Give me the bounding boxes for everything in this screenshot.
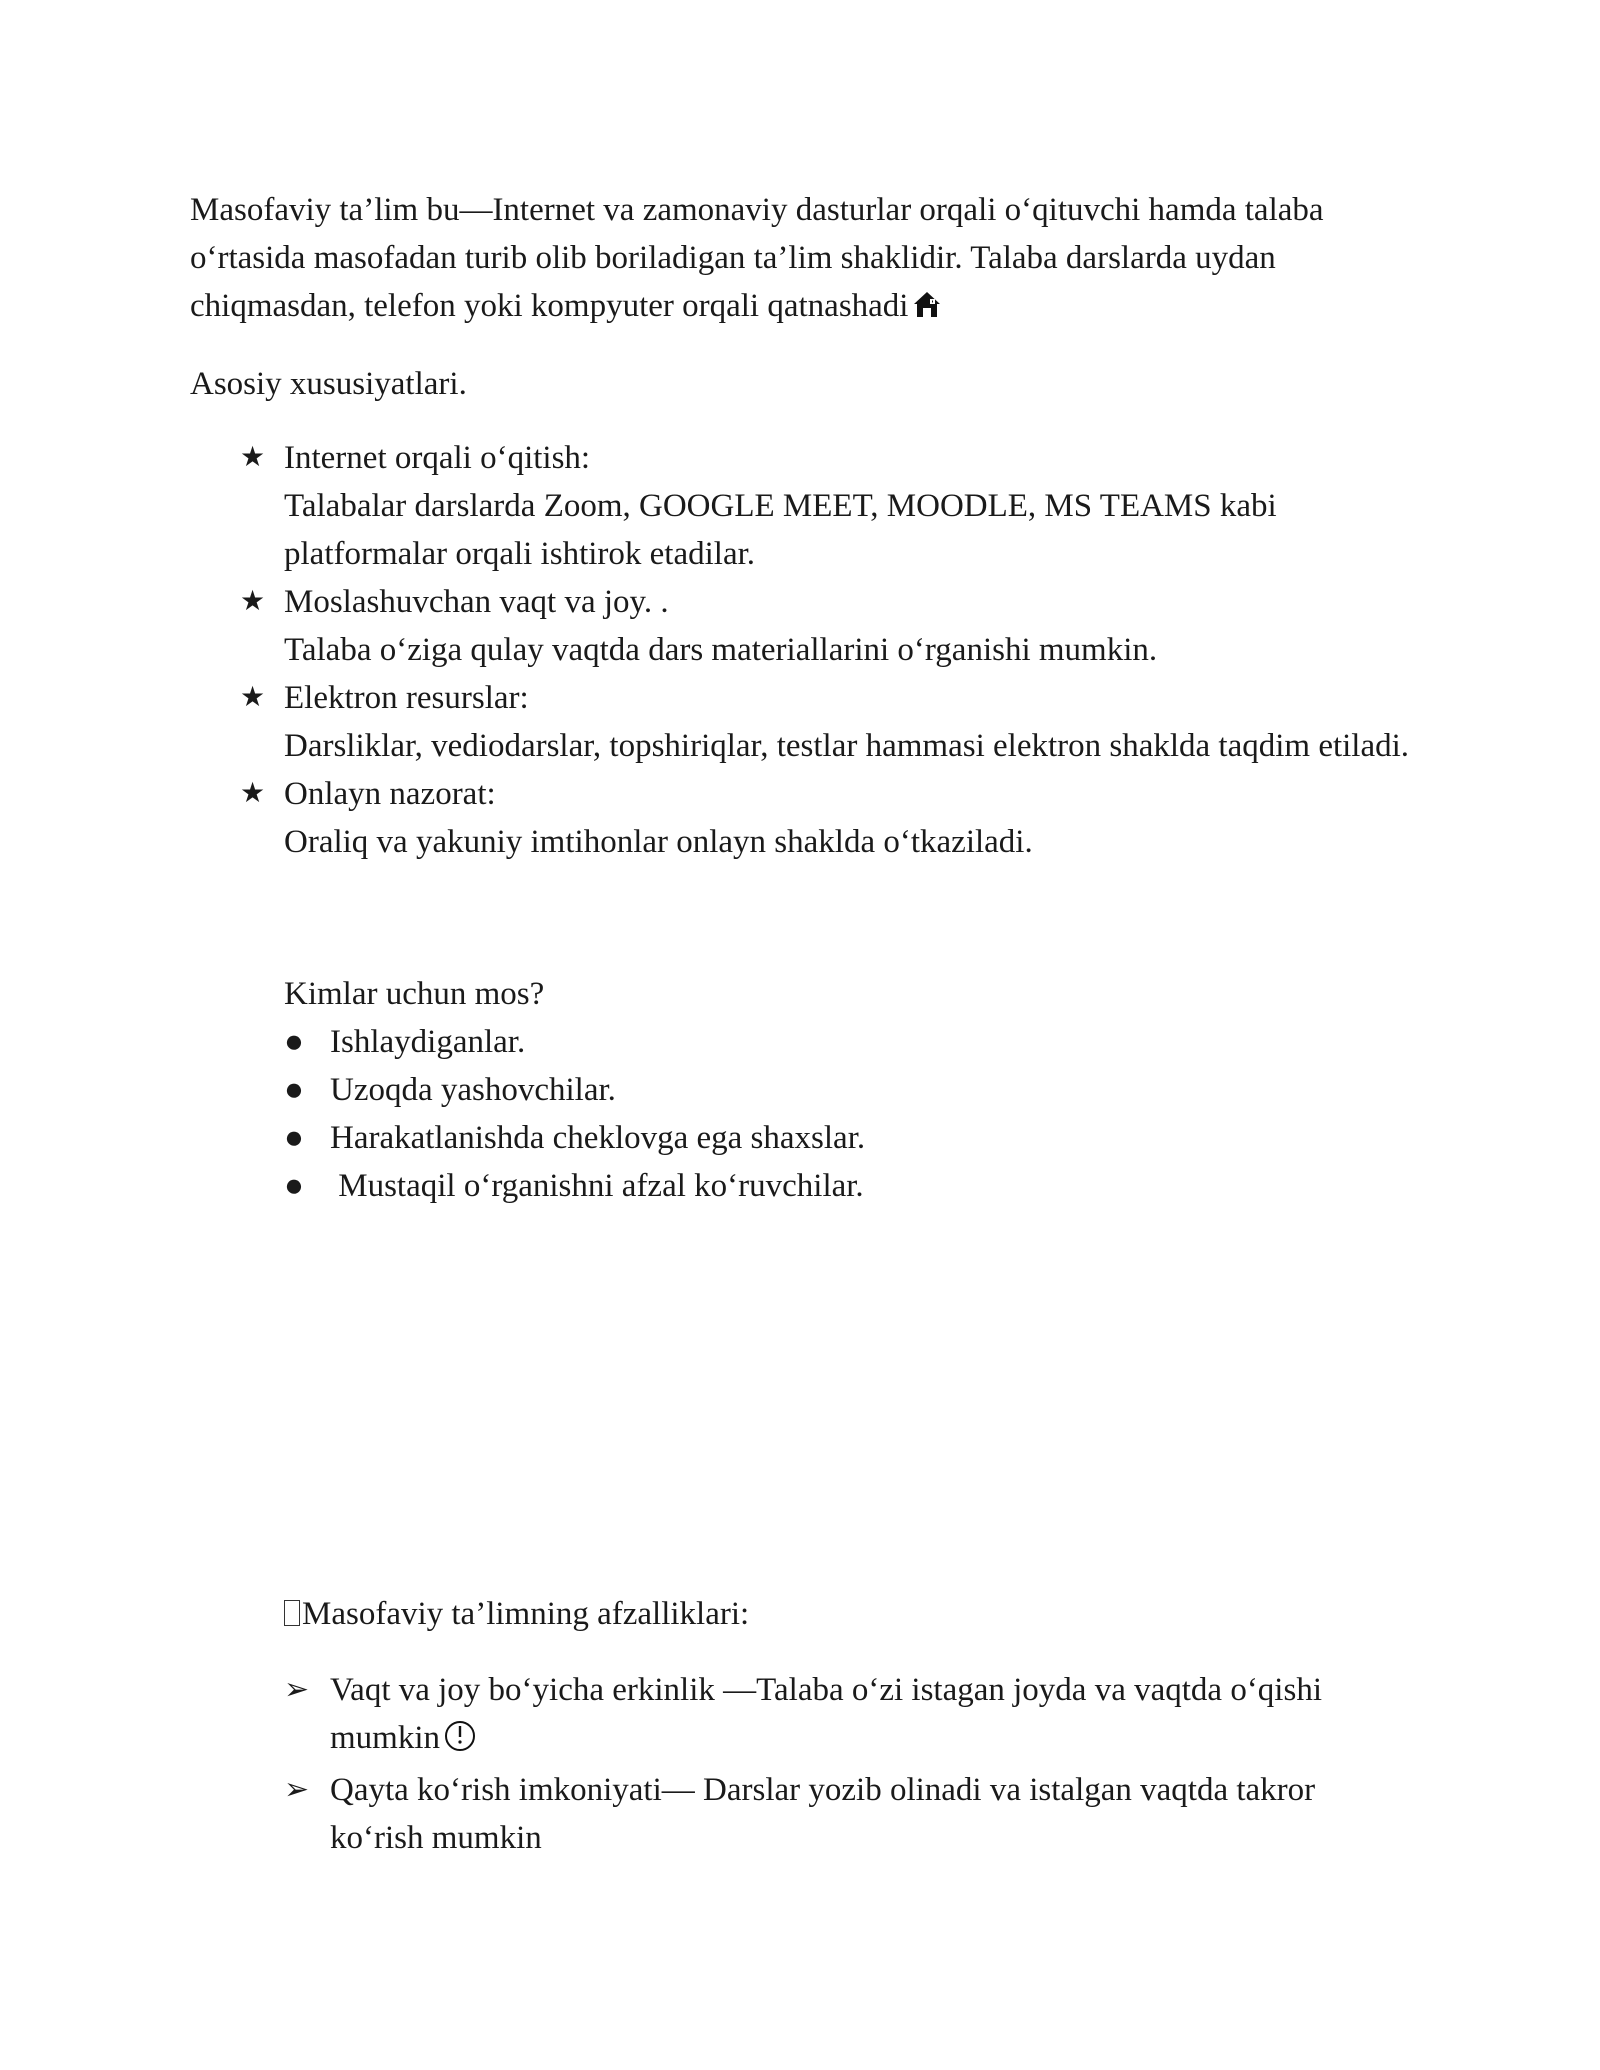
arrow-bullet-icon: ➢ — [284, 1773, 310, 1806]
intro-text: Masofaviy ta’lim bu—Internet va zamonaviy dasturlar orqali o‘qituvchi hamda talaba o‘rtasida masofadan turib olib boriladigan ta’lim shaklidir. Talaba darslarda uydan chiqmasdan, telefon yoki kompyuter orqali qatnashadi — [190, 192, 1324, 324]
list-item: ➢ Qayta ko‘rish imkoniyati— Darslar yozib olinadi va istalgan vaqtda takror ko‘rish mumkin — [284, 1766, 1384, 1862]
clock-icon — [444, 1718, 476, 1766]
list-item — [240, 434, 1440, 578]
features-heading: Asosiy xususiyatlari. — [190, 366, 467, 402]
bullet-dot-icon: ● — [284, 1168, 304, 1204]
arrow-bullet-icon: ➢ — [284, 1673, 310, 1706]
advantages-heading: Masofaviy ta’limning afzalliklari: — [284, 1590, 749, 1638]
bullet-dot-icon: ● — [284, 1120, 304, 1156]
features-list — [240, 434, 1440, 866]
feature-title: Moslashuvchan vaqt va joy. . — [284, 584, 669, 620]
list-item: ● Harakatlanishda cheklovga ega shaxslar. — [284, 1114, 1384, 1162]
feature-desc: Darsliklar, vediodarslar, topshiriqlar, testlar hammasi elektron shaklda taqdim etiladi. — [284, 728, 1410, 764]
feature-desc: Talaba o‘ziga qulay vaqtda dars materiallarini o‘rganishi mumkin. — [284, 632, 1158, 668]
audience-question: Kimlar uchun mos? — [284, 976, 545, 1012]
star-bullet-icon: ★ — [240, 778, 266, 809]
bullet-dot-icon: ● — [284, 1024, 304, 1060]
list-item — [240, 770, 1440, 866]
star-bullet-icon: ★ — [240, 442, 266, 473]
bullet-dot-icon: ● — [284, 1072, 304, 1108]
feature-desc: Oraliq va yakuniy imtihonlar onlayn shaklda o‘tkaziladi. — [284, 824, 1033, 860]
feature-title: Elektron resurslar: — [284, 680, 529, 716]
feature-title: Internet orqali o‘qitish: — [284, 440, 591, 476]
star-bullet-icon: ★ — [240, 586, 266, 617]
house-icon — [912, 286, 942, 334]
feature-desc: Talabalar darslarda Zoom, GOOGLE MEET, MOODLE, MS TEAMS kabi platformalar orqali ishtirok etadilar. — [284, 488, 1277, 572]
advantages-list — [284, 1666, 1384, 1862]
intro-paragraph — [190, 186, 1420, 334]
missing-glyph-icon — [284, 1600, 300, 1626]
list-item: ● Uzoqda yashovchilar. — [284, 1066, 1384, 1114]
list-item — [240, 674, 1440, 770]
list-item: ● Mustaqil o‘rganishni afzal ko‘ruvchilar. — [284, 1162, 1384, 1210]
list-item: ➢ Vaqt va joy bo‘yicha erkinlik —Talaba o‘zi istagan joyda va vaqtda o‘qishi mumkin — [284, 1666, 1384, 1766]
audience-section — [284, 970, 1384, 1210]
feature-title: Onlayn nazorat: — [284, 776, 496, 812]
star-bullet-icon: ★ — [240, 682, 266, 713]
list-item — [240, 578, 1440, 674]
list-item: ● Ishlaydiganlar. — [284, 1018, 1384, 1066]
